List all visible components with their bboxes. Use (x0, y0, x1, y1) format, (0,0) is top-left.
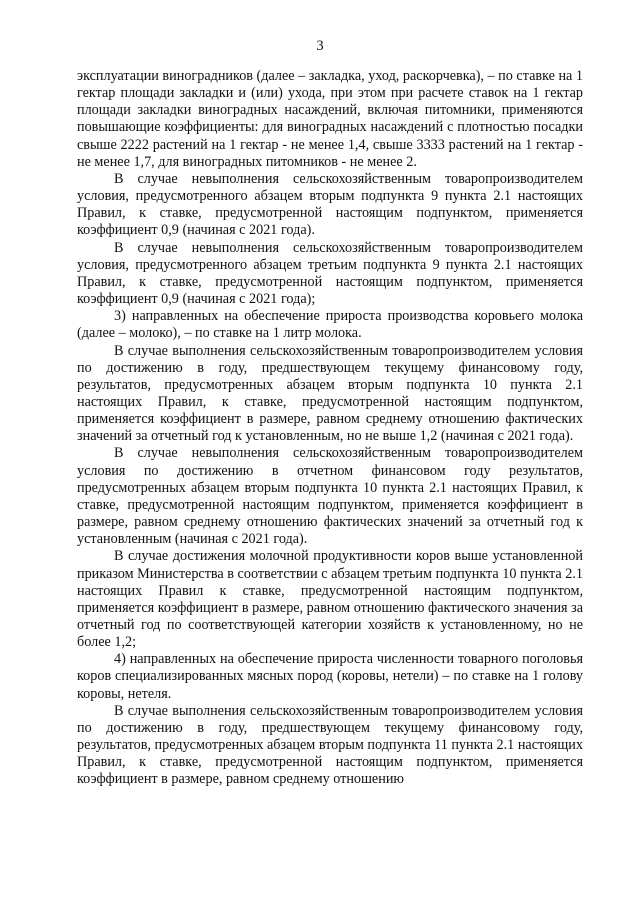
paragraph-continuation: эксплуатации виноградников (далее – закладка, уход, раскорчевка), – по ставке на 1 гектар площади закладки и (или) ухода, при этом при расчете ставок на 1 гектар площади закладки виноградных насаждений, включая питомники, применяются повышающие коэффициенты: для виноградных насаждений с плотностью посадки свыше 2222 растений на 1 гектар - не менее 1,4, свыше 3333 растений на 1 гектар - не менее 1,7, для виноградных питомников - не менее 2. (77, 68, 583, 170)
paragraph-item-3: 3) направленных на обеспечение прироста производства коровьего молока (далее – молоко), – по ставке на 1 литр молока. (77, 308, 583, 342)
paragraph-item-4: 4) направленных на обеспечение прироста численности товарного поголовья коров специализированных мясных пород (коровы, нетели) – по ставке на 1 голову коровы, нетеля. (77, 651, 583, 702)
paragraph: В случае невыполнения сельскохозяйственным товаропроизводителем условия, предусмотренного абзацем вторым подпункта 9 пункта 2.1 настоящих Правил, к ставке, предусмотренной настоящим подпунктом, применяется коэффициент 0,9 (начиная с 2021 года). (77, 170, 583, 239)
paragraph: В случае выполнения сельскохозяйственным товаропроизводителем условия по достижению в году, предшествующем текущему финансовому году, результатов, предусмотренных абзацем вторым подпункта 10 пункта 2.1 настоящих Правил, к ставке, предусмотренной настоящим подпунктом, применяется коэффициент в размере, равном среднему отношению фактических значений за отчетный год к установленным, но не выше 1,2 (начиная с 2021 года). (77, 342, 583, 445)
paragraph: В случае достижения молочной продуктивности коров выше установленной приказом Министерства в соответствии с абзацем третьим подпункта 10 пункта 2.1 настоящих Правил к ставке, предусмотренной настоящим подпунктом, применяется коэффициент в размере, равном отношению фактического значения за отчетный год по соответствующей категории хозяйств к установленному, но не более 1,2; (77, 548, 584, 651)
paragraph: В случае выполнения сельскохозяйственным товаропроизводителем условия по достижению в году, предшествующем текущему финансовому году, результатов, предусмотренных абзацем вторым подпункта 11 пункта 2.1 настоящих Правил, к ставке, предусмотренной настоящим подпунктом, применяется коэффициент в размере, равном среднему отношению (77, 702, 583, 788)
paragraph: В случае невыполнения сельскохозяйственным товаропроизводителем условия по достижению в отчетном финансовом году результатов, предусмотренных абзацем вторым подпункта 10 пункта 2.1 настоящих Правил, к ставке, предусмотренной настоящим подпунктом, применяется коэффициент в размере, равном среднему отношению фактических значений за отчетный год к установленным (начиная с 2021 года). (77, 445, 583, 548)
document-body (77, 68, 583, 789)
paragraph: В случае невыполнения сельскохозяйственным товаропроизводителем условия, предусмотренного абзацем третьим подпункта 9 пункта 2.1 настоящих Правил, к ставке, предусмотренной настоящим подпунктом, применяется коэффициент 0,9 (начиная с 2021 года); (77, 239, 583, 308)
page-number: 3 (316, 38, 324, 54)
